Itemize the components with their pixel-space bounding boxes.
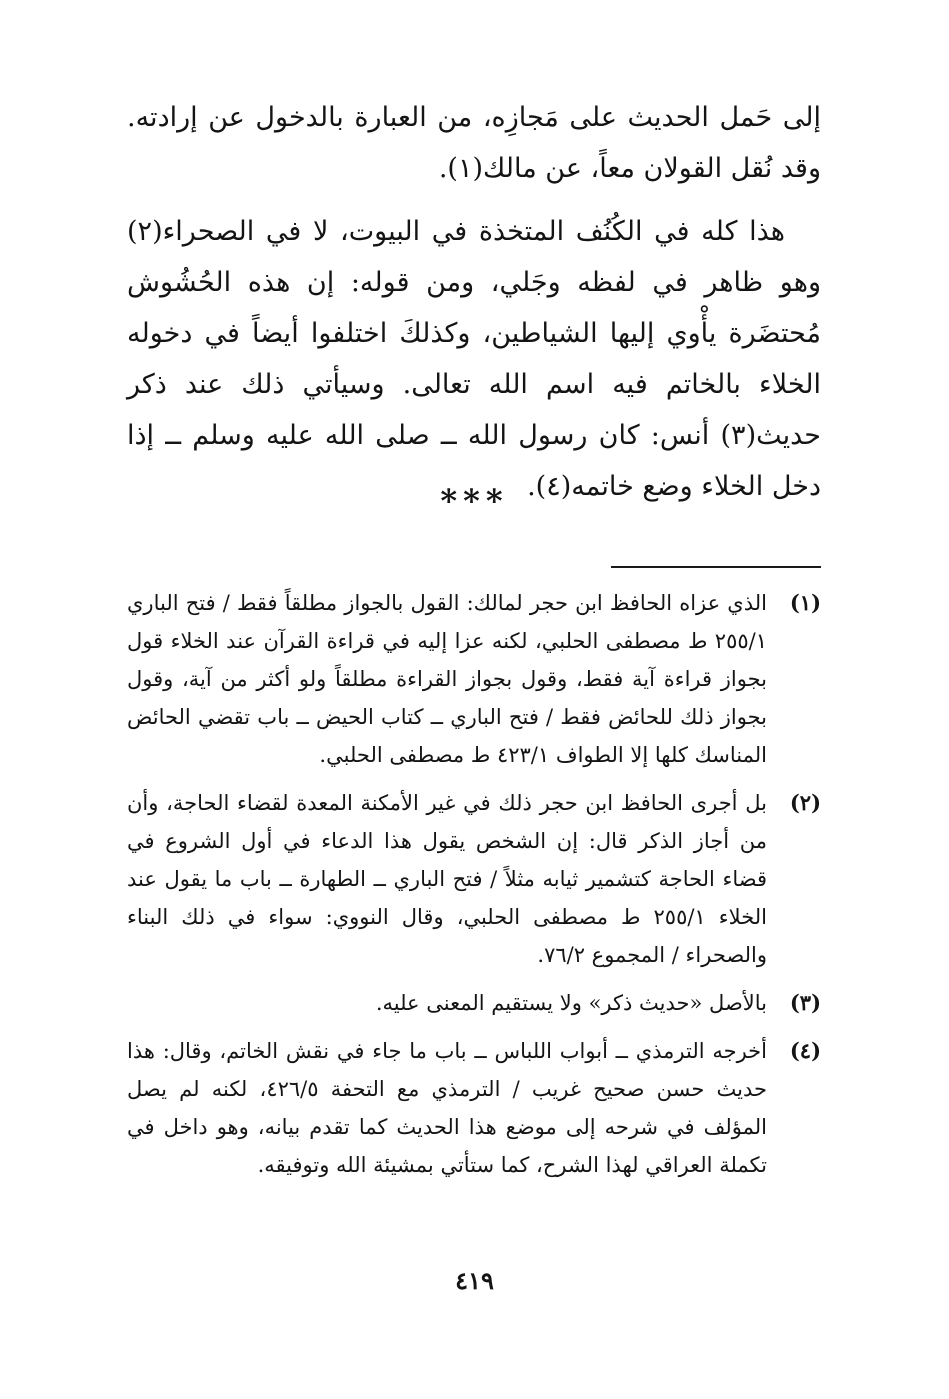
footnote-item	[127, 784, 821, 974]
footnote-text: الذي عزاه الحافظ ابن حجر لمالك: القول بالجواز مطلقاً فقط / فتح الباري ٢٥٥/١ ط مصطفى الحلبي، لكنه عزا إليه في قراءة القرآن عند الخلاء قول بجواز قراءة آية فقط، وقول بجواز القراءة مطلقاً ولو أكثر من آية، وقول بجواز ذلك للحائض فقط / فتح الباري ــ كتاب الحيض ــ باب تقضي الحائض المناسك كلها إلا الطواف ٤٢٣/١ ط مصطفى الحلبي.	[127, 591, 767, 767]
main-paragraph: هذا كله في الكُنُف المتخذة في البيوت، لا في الصحراء(٢) وهو ظاهر في لفظه وجَلي، ومن قوله: إن هذه الحُشُوش مُحتضَرة يأْوي إليها الشياطين، وكذلكَ اختلفوا أيضاً في دخوله الخلاء بالخاتم فيه اسم الله تعالى. وسيأتي ذلك عند ذكر حديث(٣) أنس: كان رسول الله ــ صلى الله عليه وسلم ــ إذا دخل الخلاء وضع خاتمه(٤).	[127, 216, 821, 502]
footnote-divider	[611, 566, 821, 568]
footnote-text: أخرجه الترمذي ــ أبواب اللباس ــ باب ما جاء في نقش الخاتم، وقال: هذا حديث حسن صحيح غريب / الترمذي مع التحفة ٤٢٦/٥، لكنه لم يصل المؤلف في شرحه إلى موضع هذا الحديث كما تقدم بيانه، وهو داخل في تكملة العراقي لهذا الشرح، كما ستأتي بمشيئة الله وتوفيقه.	[127, 1039, 767, 1177]
footnote-text: بل أجرى الحافظ ابن حجر ذلك في غير الأمكنة المعدة لقضاء الحاجة، وأن من أجاز الذكر قال: إن الشخص يقول هذا الدعاء في أول الشروع في قضاء الحاجة كتشمير ثيابه مثلاً / فتح الباري ــ الطهارة ــ باب ما يقول عند الخلاء ٢٥٥/١ ط مصطفى الحلبي، وقال النووي: سواء في ذلك البناء والصحراء / المجموع ٧٦/٢.	[127, 791, 767, 967]
page-number: ٤١٩	[455, 1266, 494, 1295]
main-paragraph: إلى حَمل الحديث على مَجازِه، من العبارة بالدخول عن إرادته. وقد نُقل القولان معاً، عن مالك(١).	[127, 102, 821, 184]
footnote-number: (١)	[789, 590, 821, 615]
footnote-text: بالأصل «حديث ذكر» ولا يستقيم المعنى عليه.	[375, 991, 767, 1015]
footnote-item	[127, 1032, 821, 1184]
footnote-number: (٢)	[789, 790, 821, 815]
footnote-item	[127, 584, 821, 774]
footnote-number: (٣)	[789, 990, 821, 1015]
main-text-block	[127, 92, 821, 512]
section-separator: ***	[440, 482, 509, 520]
footnotes-section	[127, 584, 821, 1194]
footnote-item	[127, 984, 821, 1022]
footnote-number: (٤)	[789, 1038, 821, 1063]
